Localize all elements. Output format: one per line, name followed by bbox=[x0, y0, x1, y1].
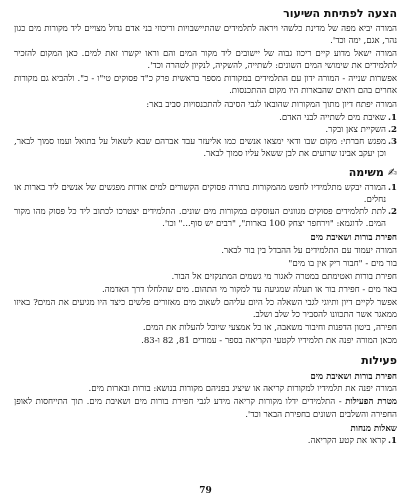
list-number: 1. bbox=[388, 435, 397, 446]
list-item bbox=[14, 206, 397, 230]
paragraph: אפשרות שנייה - המורה ידון עם התלמידים במקורות מספר בראשית פרק כ"ד פסוקים טי"ו - כ". ולהביא גם מקורות אחרים בהם רואים שהבארות היו מקום ההתכנסות. bbox=[14, 74, 397, 97]
list-item bbox=[14, 435, 397, 447]
paragraph: באר מים - חפירת בור או תעלה שמגיעה עד למקור מי התהום. מים שהלחלו דרך האדמה. bbox=[101, 284, 397, 295]
goal-text: - התלמידים ידלו מקורות קריאה מידע לגבי חפירת בורות מים ושאיבת מים. תוך התייחסות לאופן החפירה והשלבים השונים בחפירת הבאר וכד'. bbox=[14, 397, 397, 420]
section-heading-task-label: משימה bbox=[348, 166, 384, 180]
paragraph: המורה יעמוד עם התלמידים על ההבדל בין בור לבאר. bbox=[221, 245, 397, 256]
list-number: 3. bbox=[388, 136, 397, 147]
paragraph: המורה יפתח דיון מתוך המקורות שהובאו לגבי הסיבה להתכנסויות סביב באר: bbox=[146, 99, 397, 110]
sub-heading: חפירת בורות ושאיבת מים bbox=[310, 233, 397, 244]
paragraph: חפירת בורות ואטימתם במטרה לאגור מי גשמים המתנקזים אל הבור. bbox=[171, 271, 397, 282]
list-item-text: לתת לתלמידים פסוקים מגוונים העוסקים במקורות מים שונים. התלמידים יצטרכו לכתוב ליד כל פסוק מהו מקור המים. לדוגמא: "וירחפר יצחק 100 בארות", "רבים יש סוף..." וכו'. bbox=[14, 207, 386, 230]
paragraph: מכאן המורה יפנה את תלמידיו לקטעי הקריאה בספר - עמודים 81, 82 ו-83. bbox=[141, 336, 397, 347]
paragraph-goal bbox=[14, 396, 397, 420]
list-number: 1. bbox=[388, 112, 397, 123]
list-item bbox=[14, 112, 397, 124]
list-number: 2. bbox=[388, 124, 397, 135]
document-page bbox=[14, 6, 397, 480]
section-heading-opening: הצעה לפתיחת השיעור bbox=[283, 7, 397, 20]
list-item bbox=[14, 182, 397, 206]
list-number: 2. bbox=[388, 207, 397, 218]
list-number: 1. bbox=[388, 183, 397, 194]
pencil-icon: ✍ bbox=[387, 166, 397, 180]
paragraph: חפירה, ביטון הדפנות וחיבור משאבה, או כל אמצעי שיוכל להעלות את המים. bbox=[142, 323, 397, 334]
paragraph: המורה יביא מפה של מדינת כלשהי ויראה לתלמידים שהתיישבויות וריכוזי בני אדם גדול מצויים ליד מקורות מים כגון נהר, אגם, ימה וכד'. bbox=[14, 24, 397, 47]
page-number: 79 bbox=[199, 486, 212, 496]
section-heading-activity: פעילות bbox=[361, 354, 397, 368]
paragraph: המורה ישאל מדוע קיים ריכוז גבוה של יישובים ליד מקור המים והם וראו יקשרו זאת למים. כאן המקום להזכיר לתלמידים את שימושי המים השונים: לשתייה, להשקיה, לנקיון לטהרה וכד'. bbox=[14, 49, 397, 72]
paragraph: המורה יפנה את תלמידיו למקורות קריאה או שיציג בפניהם מקורות בנושא: בורות ובארות מים. bbox=[88, 384, 397, 395]
list-item bbox=[14, 136, 397, 160]
paragraph: אפשר לקיים דיון ותיוגי לגבי השאלה כל היום עליהם לשאוב מים מאזורים פלשים כיצד היו מגיעים את המים? באיזו ממאגר אשר התכוונו להסביר כל שלב ושלב. bbox=[14, 297, 397, 320]
goal-label: מטרת הפעילות bbox=[345, 397, 398, 408]
list-item-text: המורה יבקש מתלמידיו לחפש מהמקורות בתורה פסוקים הקשורים למים אודות מפגשים של אנשים ליד בארות או נחלים. bbox=[14, 183, 386, 206]
list-item-text: שאיבת מים לשתייה לבני האדם. bbox=[279, 112, 386, 123]
paragraph: בור מים - "חבור ריק אין בו מים" bbox=[288, 258, 397, 269]
list-item-text: השקיית צאן ובקר. bbox=[325, 124, 386, 135]
sub-heading: שאלות מנחות bbox=[350, 423, 397, 434]
section-heading-task bbox=[14, 165, 397, 181]
list-item-text: קראו את קטע הקריאה. bbox=[307, 435, 386, 446]
sub-heading: חפירת בורות ושאיבת מים bbox=[310, 372, 397, 383]
list-item-text: מפגש חברתי: מקום שבו ודאי ימצאו אנשים כמו אליעזר עבד אברהם שבא לשאול על בתואל ועמו סמוך לבאר, וכן יעקב אבינו שרועים את לבן ששאל עליו סמוך לבאר. bbox=[14, 136, 386, 159]
list-item bbox=[14, 124, 397, 136]
